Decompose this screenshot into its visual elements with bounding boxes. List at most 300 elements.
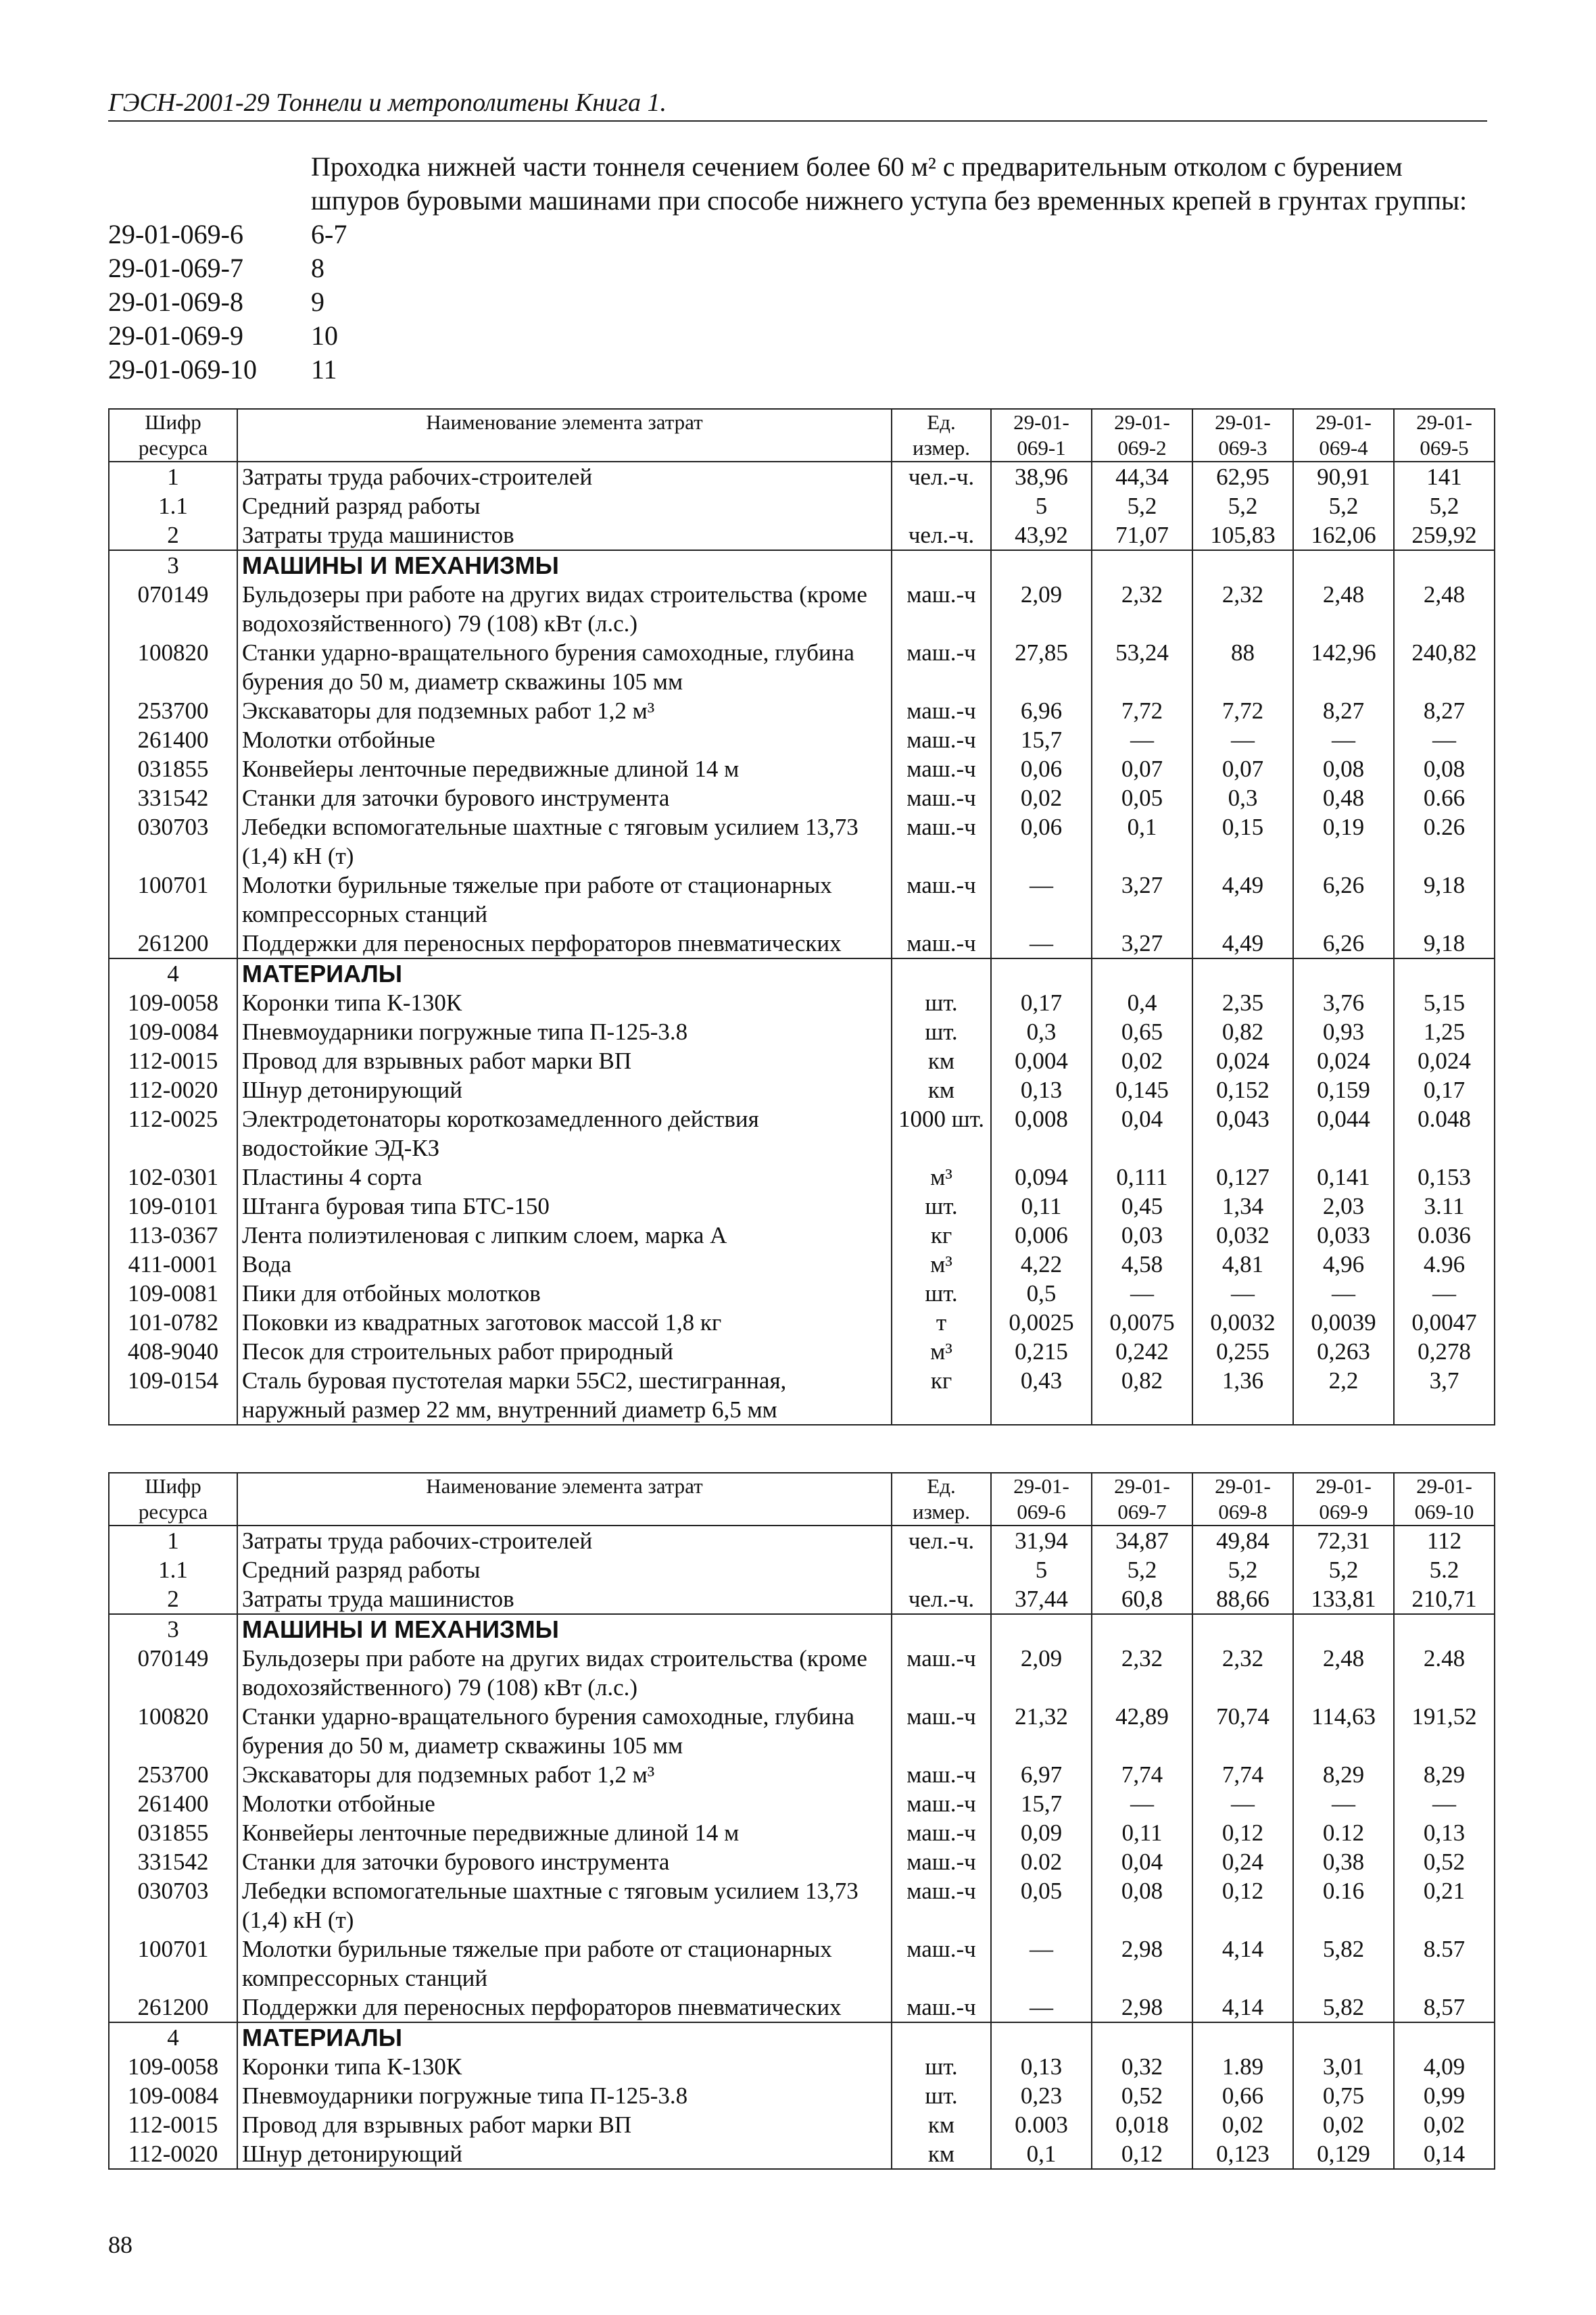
norm-value: 9,18	[1394, 871, 1495, 929]
norm-value: 0,123	[1192, 2139, 1293, 2169]
norm-value: 0,4	[1092, 988, 1192, 1017]
soil-group: 9	[311, 287, 324, 317]
resource-code: 113-0367	[109, 1221, 237, 1250]
table-row	[109, 462, 1495, 491]
norm-value: 4,81	[1192, 1250, 1293, 1279]
norm-value: 7,74	[1192, 1760, 1293, 1789]
unit: кг	[892, 1366, 991, 1425]
norm-code: 29-01-069-7	[108, 253, 243, 283]
cost-element-name: Пики для отбойных молотков	[237, 1279, 892, 1308]
norm-value: 0,45	[1092, 1192, 1192, 1221]
cost-element-name: Коронки типа К-130К	[237, 988, 892, 1017]
norm-value: 0,52	[1394, 1847, 1495, 1876]
norm-value: 6,96	[991, 696, 1092, 725]
cost-element-name: Коронки типа К-130К	[237, 2052, 892, 2081]
norm-value: 8,29	[1394, 1760, 1495, 1789]
resource-code: 1	[109, 1526, 237, 1555]
resource-code: 1	[109, 462, 237, 491]
norm-value: 0,018	[1092, 2110, 1192, 2139]
unit: км	[892, 2139, 991, 2169]
resource-code: 112-0020	[109, 1075, 237, 1104]
unit: маш.-ч	[892, 1876, 991, 1934]
norm-value: 0.02	[991, 1847, 1092, 1876]
cost-element-name: Средний разряд работы	[237, 1555, 892, 1584]
table-row	[109, 1250, 1495, 1279]
norm-value	[991, 958, 1092, 988]
norm-value: 0,06	[991, 754, 1092, 783]
table-row	[109, 1847, 1495, 1876]
norm-value: 5,2	[1092, 491, 1192, 520]
resource-code: 4	[109, 958, 237, 988]
norm-code: 29-01-069-10	[108, 354, 257, 385]
unit: маш.-ч	[892, 1847, 991, 1876]
unit: км	[892, 1075, 991, 1104]
norm-value: 0,12	[1192, 1876, 1293, 1934]
table-row	[109, 871, 1495, 929]
norm-value: —	[1092, 1279, 1192, 1308]
table-row	[109, 1818, 1495, 1847]
unit: маш.-ч	[892, 1789, 991, 1818]
norm-value: 0,05	[1092, 783, 1192, 812]
header-norm-column: 29-01-069-6	[991, 1473, 1092, 1526]
norm-value	[1092, 2022, 1192, 2052]
resource-code: 100701	[109, 871, 237, 929]
table-row	[109, 1702, 1495, 1760]
norm-value: 0,24	[1192, 1847, 1293, 1876]
resource-code: 100820	[109, 638, 237, 696]
header-cost-element: Наименование элемента затрат	[237, 1473, 892, 1526]
cost-element-name: Штанга буровая типа БТС-150	[237, 1192, 892, 1221]
resource-code: 3	[109, 550, 237, 580]
norm-value: 0,111	[1092, 1163, 1192, 1192]
unit: чел.-ч.	[892, 1584, 991, 1614]
cost-element-name: Лента полиэтиленовая с липким слоем, марка А	[237, 1221, 892, 1250]
norm-value: 0,82	[1192, 1017, 1293, 1046]
norm-value: 70,74	[1192, 1702, 1293, 1760]
norm-value: 6,26	[1293, 929, 1394, 958]
norm-value	[1192, 1614, 1293, 1644]
cost-element-name: Молотки бурильные тяжелые при работе от стационарных компрессорных станций	[237, 871, 892, 929]
cost-element-name: Молотки отбойные	[237, 725, 892, 754]
unit: шт.	[892, 2052, 991, 2081]
section-heading: МАШИНЫ И МЕХАНИЗМЫ	[237, 1614, 892, 1644]
norm-value: 0.12	[1293, 1818, 1394, 1847]
resource-code: 101-0782	[109, 1308, 237, 1337]
norm-value: 3.11	[1394, 1192, 1495, 1221]
norm-value: 0,3	[991, 1017, 1092, 1046]
norm-value: 7,72	[1092, 696, 1192, 725]
resource-code: 1.1	[109, 491, 237, 520]
norm-value: 8,27	[1394, 696, 1495, 725]
unit: маш.-ч	[892, 638, 991, 696]
unit: шт.	[892, 1279, 991, 1308]
section-row	[109, 2022, 1495, 2052]
norm-code-list	[108, 218, 1494, 387]
norm-value: 0,255	[1192, 1337, 1293, 1366]
norm-value: 72,31	[1293, 1526, 1394, 1555]
resource-code: 112-0020	[109, 2139, 237, 2169]
norm-value: 0,48	[1293, 783, 1394, 812]
norm-value: 2,32	[1192, 1644, 1293, 1702]
norm-value: 0,13	[991, 1075, 1092, 1104]
unit: шт.	[892, 988, 991, 1017]
norm-value: 4,49	[1192, 929, 1293, 958]
norm-value: 3,01	[1293, 2052, 1394, 2081]
resource-code: 112-0015	[109, 1046, 237, 1075]
soil-group: 8	[311, 253, 324, 283]
norm-value: 0,0025	[991, 1308, 1092, 1337]
norm-value: 0,3	[1192, 783, 1293, 812]
cost-element-name: Затраты труда рабочих-строителей	[237, 1526, 892, 1555]
norm-value	[1092, 550, 1192, 580]
norm-value: 0,0032	[1192, 1308, 1293, 1337]
table-header	[109, 1473, 1495, 1526]
table-row	[109, 2052, 1495, 2081]
unit: м³	[892, 1163, 991, 1192]
norm-value: 4.96	[1394, 1250, 1495, 1279]
table-row	[109, 783, 1495, 812]
norm-value: —	[991, 929, 1092, 958]
norm-code-item	[108, 218, 1494, 251]
table-row	[109, 1279, 1495, 1308]
unit: маш.-ч	[892, 696, 991, 725]
norm-value: 0,024	[1394, 1046, 1495, 1075]
norm-value: 3,27	[1092, 871, 1192, 929]
norm-value: 27,85	[991, 638, 1092, 696]
norm-value: 37,44	[991, 1584, 1092, 1614]
norm-value: 0,008	[991, 1104, 1092, 1163]
header-row	[109, 409, 1495, 462]
unit: маш.-ч	[892, 871, 991, 929]
resource-code: 109-0058	[109, 988, 237, 1017]
resource-code: 109-0154	[109, 1366, 237, 1425]
norm-value: 191,52	[1394, 1702, 1495, 1760]
unit: т	[892, 1308, 991, 1337]
norm-value: 0,06	[991, 812, 1092, 871]
norm-value: 0,14	[1394, 2139, 1495, 2169]
unit: шт.	[892, 2081, 991, 2110]
norm-value: 0,152	[1192, 1075, 1293, 1104]
cost-element-name: Средний разряд работы	[237, 491, 892, 520]
unit: маш.-ч	[892, 1934, 991, 1993]
norm-value: 0,1	[991, 2139, 1092, 2169]
resource-code: 331542	[109, 1847, 237, 1876]
cost-element-name: Бульдозеры при работе на других видах строительства (кроме водохозяйственного) 79 (108) кВт (л.с.)	[237, 1644, 892, 1702]
norm-value: —	[1293, 1279, 1394, 1308]
norm-value: 0,75	[1293, 2081, 1394, 2110]
header-unit: Ед. измер.	[892, 409, 991, 462]
norm-value: 5,2	[1293, 491, 1394, 520]
norm-value: 0,0039	[1293, 1308, 1394, 1337]
unit	[892, 491, 991, 520]
norm-value: 0,11	[991, 1192, 1092, 1221]
norm-value	[1394, 550, 1495, 580]
norm-value: —	[1192, 1789, 1293, 1818]
norm-value: 3,27	[1092, 929, 1192, 958]
table-row	[109, 1104, 1495, 1163]
resource-code: 070149	[109, 580, 237, 638]
norm-value: 0,0047	[1394, 1308, 1495, 1337]
norm-value: 15,7	[991, 1789, 1092, 1818]
resource-code: 1.1	[109, 1555, 237, 1584]
norm-value: 4,14	[1192, 1934, 1293, 1993]
cost-element-name: Поддержки для переносных перфораторов пневматических	[237, 1993, 892, 2022]
norm-value: 8,57	[1394, 1993, 1495, 2022]
header-norm-column: 29-01-069-5	[1394, 409, 1495, 462]
norm-value: 2,48	[1293, 580, 1394, 638]
header-unit: Ед. измер.	[892, 1473, 991, 1526]
resource-code: 100820	[109, 1702, 237, 1760]
unit: маш.-ч	[892, 812, 991, 871]
norm-value: 0,278	[1394, 1337, 1495, 1366]
soil-group: 6-7	[311, 219, 347, 249]
resource-table-2	[108, 1472, 1495, 2170]
resource-code: 261200	[109, 929, 237, 958]
norm-value: —	[1394, 1279, 1495, 1308]
cost-element-name: Сталь буровая пустотелая марки 55С2, шестигранная, наружный размер 22 мм, внутренний диаметр 6,5 мм	[237, 1366, 892, 1425]
cost-element-name: Станки ударно-вращательного бурения самоходные, глубина бурения до 50 м, диаметр скважины 105 мм	[237, 1702, 892, 1760]
norm-value: 8.57	[1394, 1934, 1495, 1993]
norm-value: 0,21	[1394, 1876, 1495, 1934]
norm-value	[1394, 1614, 1495, 1644]
norm-value: —	[1192, 725, 1293, 754]
norm-value	[1293, 2022, 1394, 2052]
norm-value: 1,36	[1192, 1366, 1293, 1425]
table-row	[109, 2139, 1495, 2169]
section-title-line-2: шпуров буровыми машинами при способе нижнего уступа без временных крепей в грунтах группы:	[311, 185, 1468, 216]
norm-value: 0,033	[1293, 1221, 1394, 1250]
table-row	[109, 520, 1495, 550]
resource-code: 100701	[109, 1934, 237, 1993]
norm-value: —	[1092, 1789, 1192, 1818]
norm-value: 0,024	[1192, 1046, 1293, 1075]
table-row	[109, 725, 1495, 754]
norm-value: 4,22	[991, 1250, 1092, 1279]
header-norm-column: 29-01-069-8	[1192, 1473, 1293, 1526]
norm-value: 0,12	[1092, 2139, 1192, 2169]
norm-value: 7,74	[1092, 1760, 1192, 1789]
norm-value: 5,2	[1192, 491, 1293, 520]
norm-value: 0,02	[1293, 2110, 1394, 2139]
table-row	[109, 1337, 1495, 1366]
norm-value: 0,215	[991, 1337, 1092, 1366]
norm-value: 0.26	[1394, 812, 1495, 871]
norm-value: 0,0075	[1092, 1308, 1192, 1337]
running-header: ГЭСН-2001-29 Тоннели и метрополитены Книга 1.	[108, 88, 1487, 122]
table-row	[109, 1789, 1495, 1818]
unit	[892, 550, 991, 580]
norm-value: 0,263	[1293, 1337, 1394, 1366]
norm-value: 0.036	[1394, 1221, 1495, 1250]
unit	[892, 1555, 991, 1584]
unit: м³	[892, 1337, 991, 1366]
norm-value: —	[991, 1993, 1092, 2022]
table-row	[109, 1526, 1495, 1555]
unit: чел.-ч.	[892, 520, 991, 550]
unit: чел.-ч.	[892, 1526, 991, 1555]
page-number: 88	[108, 2231, 132, 2258]
resource-code: 261400	[109, 1789, 237, 1818]
table-row	[109, 1555, 1495, 1584]
resource-code: 261400	[109, 725, 237, 754]
norm-value: 0,66	[1192, 2081, 1293, 2110]
norm-value: 0,15	[1192, 812, 1293, 871]
norm-value: 0,09	[991, 1818, 1092, 1847]
norm-value: 0,006	[991, 1221, 1092, 1250]
norm-value: 210,71	[1394, 1584, 1495, 1614]
cost-element-name: Затраты труда машинистов	[237, 520, 892, 550]
unit: м³	[892, 1250, 991, 1279]
resource-code: 112-0025	[109, 1104, 237, 1163]
norm-value: 0,02	[991, 783, 1092, 812]
norm-value: 43,92	[991, 520, 1092, 550]
norm-value: —	[991, 871, 1092, 929]
norm-value: 0,05	[991, 1876, 1092, 1934]
norm-value: 0,044	[1293, 1104, 1394, 1163]
norm-value: 7,72	[1192, 696, 1293, 725]
resource-code: 4	[109, 2022, 237, 2052]
norm-value: 2,32	[1092, 1644, 1192, 1702]
norm-value: 2,98	[1092, 1993, 1192, 2022]
norm-value	[1092, 1614, 1192, 1644]
norm-value: 1,25	[1394, 1017, 1495, 1046]
norm-value: 49,84	[1192, 1526, 1293, 1555]
norm-value	[991, 550, 1092, 580]
unit: 1000 шт.	[892, 1104, 991, 1163]
norm-value: 0,43	[991, 1366, 1092, 1425]
norm-value: 34,87	[1092, 1526, 1192, 1555]
norm-value: 0,52	[1092, 2081, 1192, 2110]
norm-value: 88	[1192, 638, 1293, 696]
norm-value: 38,96	[991, 462, 1092, 491]
cost-element-name: Песок для строительных работ природный	[237, 1337, 892, 1366]
soil-group: 10	[311, 320, 338, 351]
unit: маш.-ч	[892, 1760, 991, 1789]
norm-value: 2,32	[1092, 580, 1192, 638]
norm-value: 2,48	[1394, 580, 1495, 638]
unit: маш.-ч	[892, 580, 991, 638]
norm-value: 5,82	[1293, 1993, 1394, 2022]
norm-value: 112	[1394, 1526, 1495, 1555]
norm-code: 29-01-069-9	[108, 320, 243, 351]
resource-code: 3	[109, 1614, 237, 1644]
unit	[892, 1614, 991, 1644]
table-row	[109, 1075, 1495, 1104]
resource-code: 109-0084	[109, 2081, 237, 2110]
norm-value	[1192, 550, 1293, 580]
norm-value: 0.16	[1293, 1876, 1394, 1934]
norm-value: 2,98	[1092, 1934, 1192, 1993]
cost-element-name: Поддержки для переносных перфораторов пневматических	[237, 929, 892, 958]
unit: маш.-ч	[892, 929, 991, 958]
resource-code: 109-0084	[109, 1017, 237, 1046]
table-body	[109, 462, 1495, 1425]
norm-value: 5,2	[1192, 1555, 1293, 1584]
norm-value: —	[991, 1934, 1092, 1993]
cost-element-name: Лебедки вспомогательные шахтные с тяговым усилием 13,73 (1,4) кН (т)	[237, 1876, 892, 1934]
norm-value: 0,32	[1092, 2052, 1192, 2081]
section-row	[109, 1614, 1495, 1644]
cost-element-name: Экскаваторы для подземных работ 1,2 м³	[237, 696, 892, 725]
norm-value: 0,094	[991, 1163, 1092, 1192]
norm-value: 0,11	[1092, 1818, 1192, 1847]
unit: шт.	[892, 1192, 991, 1221]
cost-element-name: Экскаваторы для подземных работ 1,2 м³	[237, 1760, 892, 1789]
resource-code: 109-0101	[109, 1192, 237, 1221]
norm-value: 0,004	[991, 1046, 1092, 1075]
norm-value	[1394, 958, 1495, 988]
norm-value: 5	[991, 491, 1092, 520]
unit: шт.	[892, 1017, 991, 1046]
norm-value: 0,12	[1192, 1818, 1293, 1847]
unit: чел.-ч.	[892, 462, 991, 491]
norm-code-item	[108, 319, 1494, 353]
norm-value: 105,83	[1192, 520, 1293, 550]
header-resource-code: Шифр ресурса	[109, 1473, 237, 1526]
cost-element-name: Молотки бурильные тяжелые при работе от стационарных компрессорных станций	[237, 1934, 892, 1993]
table-row	[109, 1934, 1495, 1993]
table-row	[109, 1993, 1495, 2022]
norm-value: —	[1394, 1789, 1495, 1818]
table-row	[109, 988, 1495, 1017]
norm-value: 0.66	[1394, 783, 1495, 812]
norm-value: 2,35	[1192, 988, 1293, 1017]
table-row	[109, 491, 1495, 520]
section-intro	[108, 150, 1494, 387]
cost-element-name: Молотки отбойные	[237, 1789, 892, 1818]
cost-element-name: Станки для заточки бурового инструмента	[237, 1847, 892, 1876]
norm-value: 2,32	[1192, 580, 1293, 638]
norm-value: 0,82	[1092, 1366, 1192, 1425]
resource-code: 031855	[109, 1818, 237, 1847]
norm-value: 3,76	[1293, 988, 1394, 1017]
norm-value: 2,09	[991, 580, 1092, 638]
norm-value: —	[1192, 1279, 1293, 1308]
cost-element-name: Шнур детонирующий	[237, 2139, 892, 2169]
unit: км	[892, 1046, 991, 1075]
norm-value: 0,02	[1192, 2110, 1293, 2139]
norm-value	[991, 2022, 1092, 2052]
norm-value: 0,93	[1293, 1017, 1394, 1046]
norm-value: 0.003	[991, 2110, 1092, 2139]
section-heading: МАТЕРИАЛЫ	[237, 2022, 892, 2052]
norm-value: 9,18	[1394, 929, 1495, 958]
norm-value: 31,94	[991, 1526, 1092, 1555]
table-row	[109, 1584, 1495, 1614]
norm-value: 0,65	[1092, 1017, 1192, 1046]
table-row	[109, 1192, 1495, 1221]
unit: маш.-ч	[892, 1702, 991, 1760]
resource-code: 2	[109, 1584, 237, 1614]
norm-value: 0,07	[1092, 754, 1192, 783]
unit: маш.-ч	[892, 1818, 991, 1847]
table-row	[109, 1046, 1495, 1075]
cost-element-name: Конвейеры ленточные передвижные длиной 14 м	[237, 1818, 892, 1847]
table-row	[109, 1760, 1495, 1789]
norm-value: 4,09	[1394, 2052, 1495, 2081]
norm-value: 133,81	[1293, 1584, 1394, 1614]
norm-value: 5,2	[1092, 1555, 1192, 1584]
norm-code-item	[108, 353, 1494, 387]
norm-value: 71,07	[1092, 520, 1192, 550]
cost-element-name: Конвейеры ленточные передвижные длиной 14 м	[237, 754, 892, 783]
norm-value: 2,09	[991, 1644, 1092, 1702]
unit: км	[892, 2110, 991, 2139]
resource-code: 109-0058	[109, 2052, 237, 2081]
norm-value: 0,03	[1092, 1221, 1192, 1250]
resource-code: 411-0001	[109, 1250, 237, 1279]
resource-code: 112-0015	[109, 2110, 237, 2139]
